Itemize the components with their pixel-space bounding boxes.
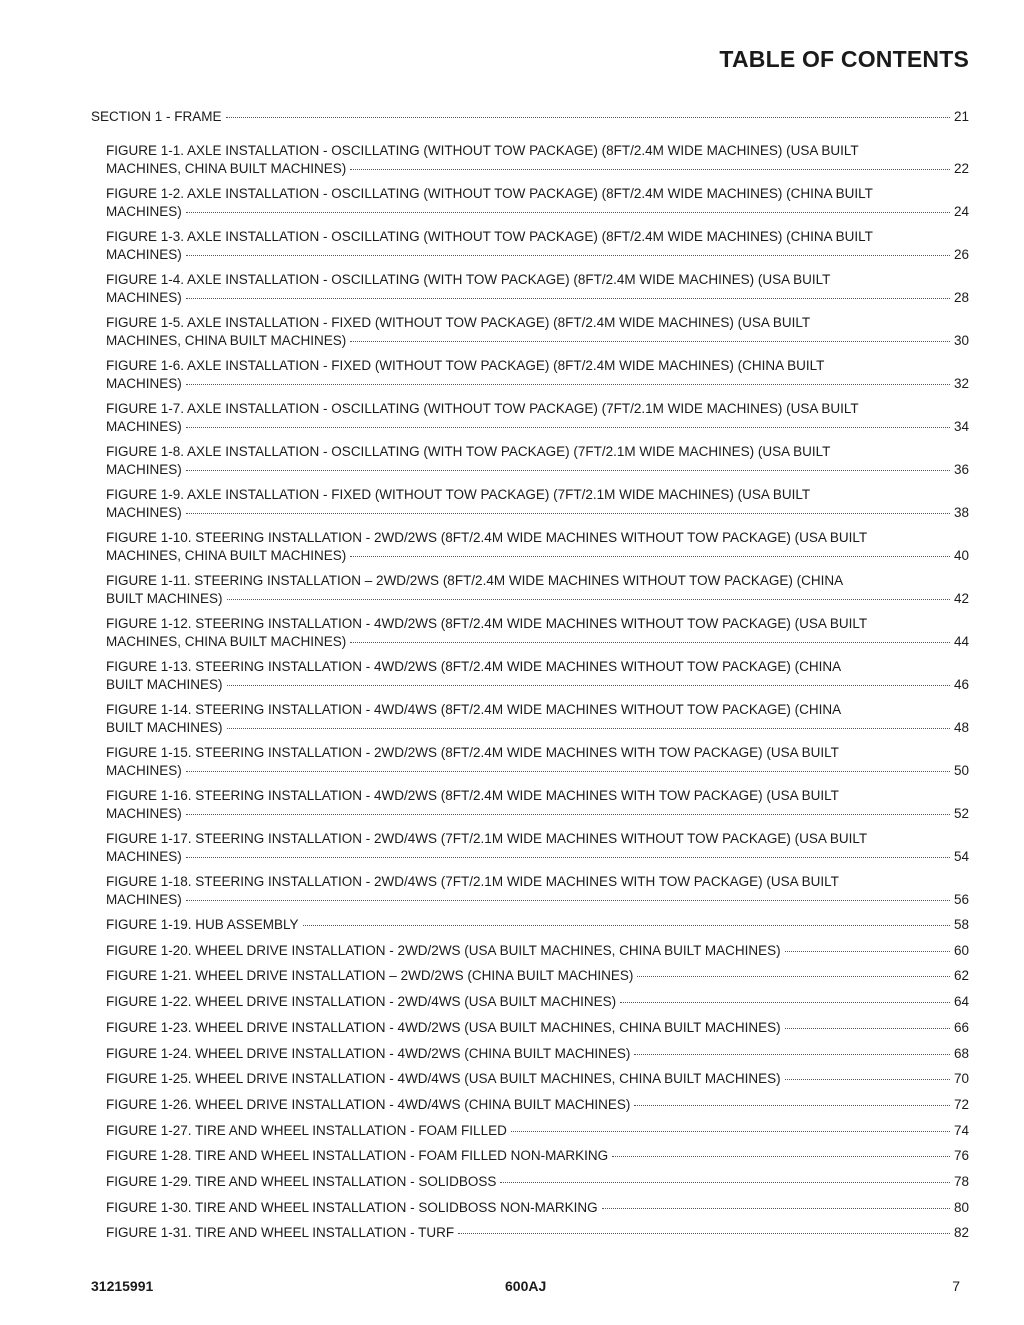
entry-page: 70 — [953, 1071, 969, 1087]
entry-title: MACHINES) — [106, 504, 182, 520]
leader-dots — [350, 169, 950, 170]
leader-dots — [186, 384, 950, 385]
entry-title: MACHINES) — [106, 848, 182, 864]
leader-dots — [303, 925, 950, 926]
leader-dots — [511, 1131, 950, 1132]
toc-entry[interactable] — [106, 1147, 969, 1165]
leader-dots — [186, 212, 950, 213]
toc-entry[interactable] — [106, 314, 969, 349]
toc-entry[interactable] — [106, 873, 969, 908]
entry-title: FIGURE 1-28. TIRE AND WHEEL INSTALLATION - FOAM FILLED NON-MARKING — [106, 1148, 609, 1164]
entry-title: FIGURE 1-19. HUB ASSEMBLY — [106, 917, 299, 932]
entry-page: 34 — [953, 418, 969, 434]
toc-entry[interactable] — [106, 967, 969, 985]
entry-title: BUILT MACHINES) — [106, 590, 223, 606]
toc-entry[interactable] — [106, 271, 969, 306]
entry-title: FIGURE 1-23. WHEEL DRIVE INSTALLATION - 4WD/2WS (USA BUILT MACHINES, CHINA BUILT MACHINES) — [106, 1019, 781, 1035]
entry-page: 78 — [953, 1174, 969, 1189]
entry-page: 22 — [953, 160, 969, 176]
entry-title-line: FIGURE 1-12. STEERING INSTALLATION - 4WD/2WS (8FT/2.4M WIDE MACHINES WITHOUT TOW PACKAGE) (USA BUILT — [106, 616, 868, 631]
entry-page: 82 — [953, 1225, 969, 1241]
leader-dots — [186, 298, 950, 299]
entry-page: 44 — [953, 633, 969, 649]
leader-dots — [458, 1233, 950, 1234]
toc-entry[interactable] — [106, 1019, 969, 1037]
entry-page: 24 — [953, 203, 969, 219]
entry-page: 40 — [953, 547, 969, 563]
entry-page: 26 — [953, 246, 969, 262]
entry-title: FIGURE 1-24. WHEEL DRIVE INSTALLATION - 4WD/2WS (CHINA BUILT MACHINES) — [106, 1045, 631, 1061]
entry-title-line: FIGURE 1-13. STEERING INSTALLATION - 4WD/2WS (8FT/2.4M WIDE MACHINES WITHOUT TOW PACKAGE) (CHINA — [106, 659, 842, 674]
toc-entry[interactable] — [106, 443, 969, 478]
entry-title: FIGURE 1-22. WHEEL DRIVE INSTALLATION - 2WD/4WS (USA BUILT MACHINES) — [106, 994, 617, 1010]
toc-entry[interactable] — [106, 701, 969, 736]
leader-dots — [186, 900, 950, 901]
entry-page: 66 — [953, 1019, 969, 1035]
entry-page: 50 — [953, 762, 969, 778]
toc-entry[interactable] — [106, 1199, 969, 1217]
leader-dots — [186, 470, 950, 471]
entry-title: MACHINES) — [106, 203, 182, 219]
leader-dots — [785, 951, 950, 952]
entry-title-line: FIGURE 1-1. AXLE INSTALLATION - OSCILLATING (WITHOUT TOW PACKAGE) (8FT/2.4M WIDE MACHINES) (USA BUILT — [106, 143, 859, 158]
page-title: TABLE OF CONTENTS — [719, 46, 969, 72]
entry-title: MACHINES) — [106, 805, 182, 821]
toc-entry[interactable] — [106, 916, 969, 934]
leader-dots — [620, 1002, 950, 1003]
toc-entry[interactable] — [106, 1224, 969, 1242]
leader-dots — [634, 1054, 950, 1055]
page-number: 7 — [952, 1278, 960, 1294]
entry-page: 42 — [953, 590, 969, 606]
toc-entry[interactable] — [106, 142, 969, 177]
section-page: 21 — [953, 109, 969, 124]
leader-dots — [227, 728, 950, 729]
entry-page: 62 — [953, 968, 969, 984]
leader-dots — [637, 976, 950, 977]
toc-entry[interactable] — [106, 529, 969, 564]
entry-title: FIGURE 1-27. TIRE AND WHEEL INSTALLATION - FOAM FILLED — [106, 1122, 507, 1138]
entry-title-line: FIGURE 1-2. AXLE INSTALLATION - OSCILLATING (WITHOUT TOW PACKAGE) (8FT/2.4M WIDE MACHINES) (CHINA BUILT — [106, 186, 873, 201]
toc-entry[interactable] — [106, 357, 969, 392]
entry-title-line: FIGURE 1-6. AXLE INSTALLATION - FIXED (WITHOUT TOW PACKAGE) (8FT/2.4M WIDE MACHINES) (CHINA BUILT — [106, 358, 825, 373]
entry-title-line: FIGURE 1-11. STEERING INSTALLATION – 2WD/2WS (8FT/2.4M WIDE MACHINES WITHOUT TOW PACKAGE) (CHINA — [106, 573, 844, 588]
entry-page: 68 — [953, 1045, 969, 1061]
entry-page: 38 — [953, 504, 969, 520]
leader-dots — [350, 642, 950, 643]
leader-dots — [186, 771, 950, 772]
entry-title: MACHINES, CHINA BUILT MACHINES) — [106, 332, 347, 348]
entry-title-line: FIGURE 1-9. AXLE INSTALLATION - FIXED (WITHOUT TOW PACKAGE) (7FT/2.1M WIDE MACHINES) (USA BUILT — [106, 487, 811, 502]
toc-entry[interactable] — [106, 1070, 969, 1088]
entry-title: FIGURE 1-20. WHEEL DRIVE INSTALLATION - 2WD/2WS (USA BUILT MACHINES, CHINA BUILT MACHINES) — [106, 942, 781, 958]
entry-page: 56 — [953, 891, 969, 907]
toc-entry[interactable] — [106, 1096, 969, 1114]
entry-title: MACHINES) — [106, 891, 182, 907]
entry-title: MACHINES, CHINA BUILT MACHINES) — [106, 160, 347, 176]
leader-dots — [785, 1079, 950, 1080]
leader-dots — [350, 341, 950, 342]
toc-entry[interactable] — [106, 744, 969, 779]
document-number: 31215991 — [91, 1278, 154, 1294]
leader-dots — [612, 1156, 950, 1157]
leader-dots — [350, 556, 950, 557]
entry-title: MACHINES) — [106, 246, 182, 262]
entry-title-line: FIGURE 1-10. STEERING INSTALLATION - 2WD/2WS (8FT/2.4M WIDE MACHINES WITHOUT TOW PACKAGE) (USA BUILT — [106, 530, 868, 545]
entry-title-line: FIGURE 1-14. STEERING INSTALLATION - 4WD/4WS (8FT/2.4M WIDE MACHINES WITHOUT TOW PACKAGE) (CHINA — [106, 702, 842, 717]
entry-title: MACHINES) — [106, 418, 182, 434]
entry-title: FIGURE 1-25. WHEEL DRIVE INSTALLATION - 4WD/4WS (USA BUILT MACHINES, CHINA BUILT MACHINES) — [106, 1071, 781, 1087]
entry-title: MACHINES) — [106, 762, 182, 778]
entry-title-line: FIGURE 1-18. STEERING INSTALLATION - 2WD/4WS (7FT/2.1M WIDE MACHINES WITH TOW PACKAGE) (USA BUILT — [106, 874, 839, 889]
entry-title: FIGURE 1-30. TIRE AND WHEEL INSTALLATION - SOLIDBOSS NON-MARKING — [106, 1199, 598, 1215]
entry-page: 76 — [953, 1148, 969, 1164]
entry-title: FIGURE 1-29. TIRE AND WHEEL INSTALLATION - SOLIDBOSS — [106, 1174, 497, 1189]
leader-dots — [226, 117, 950, 118]
toc-entry[interactable] — [106, 486, 969, 521]
entry-page: 32 — [953, 375, 969, 391]
entry-page: 52 — [953, 805, 969, 821]
section-label: SECTION 1 - FRAME — [91, 109, 222, 124]
entry-page: 48 — [953, 719, 969, 735]
leader-dots — [227, 599, 950, 600]
entry-page: 74 — [953, 1122, 969, 1138]
leader-dots — [227, 685, 950, 686]
entry-title: FIGURE 1-31. TIRE AND WHEEL INSTALLATION - TURF — [106, 1225, 455, 1241]
entry-title-line: FIGURE 1-5. AXLE INSTALLATION - FIXED (WITHOUT TOW PACKAGE) (8FT/2.4M WIDE MACHINES) (USA BUILT — [106, 315, 811, 330]
toc-entry[interactable] — [106, 1122, 969, 1140]
entry-title-line: FIGURE 1-16. STEERING INSTALLATION - 4WD/2WS (8FT/2.4M WIDE MACHINES WITH TOW PACKAGE) (USA BUILT — [106, 788, 839, 803]
entry-title: MACHINES) — [106, 289, 182, 305]
entry-title-line: FIGURE 1-17. STEERING INSTALLATION - 2WD/4WS (7FT/2.1M WIDE MACHINES WITHOUT TOW PACKAGE) (USA BUILT — [106, 831, 868, 846]
leader-dots — [186, 513, 950, 514]
toc-entry[interactable] — [106, 942, 969, 960]
entry-title: MACHINES) — [106, 461, 182, 477]
toc-entry[interactable] — [106, 1173, 969, 1191]
toc-entry[interactable] — [106, 572, 969, 607]
toc-entry[interactable] — [106, 1045, 969, 1063]
leader-dots — [634, 1105, 950, 1106]
leader-dots — [602, 1208, 950, 1209]
model-name: 600AJ — [505, 1278, 547, 1294]
entry-page: 28 — [953, 289, 969, 305]
leader-dots — [500, 1182, 950, 1183]
leader-dots — [186, 427, 950, 428]
entry-title: MACHINES, CHINA BUILT MACHINES) — [106, 633, 347, 649]
entry-title-line: FIGURE 1-8. AXLE INSTALLATION - OSCILLATING (WITH TOW PACKAGE) (7FT/2.1M WIDE MACHINES) (USA BUILT — [106, 444, 831, 459]
toc-entry[interactable] — [106, 830, 969, 865]
entry-title: BUILT MACHINES) — [106, 676, 223, 692]
entry-page: 72 — [953, 1096, 969, 1112]
entry-title: MACHINES) — [106, 375, 182, 391]
entry-title-line: FIGURE 1-15. STEERING INSTALLATION - 2WD/2WS (8FT/2.4M WIDE MACHINES WITH TOW PACKAGE) (USA BUILT — [106, 745, 839, 760]
entry-title: MACHINES, CHINA BUILT MACHINES) — [106, 547, 347, 563]
entry-title-line: FIGURE 1-4. AXLE INSTALLATION - OSCILLATING (WITH TOW PACKAGE) (8FT/2.4M WIDE MACHINES) (USA BUILT — [106, 272, 831, 287]
entry-page: 46 — [953, 676, 969, 692]
entry-page: 64 — [953, 994, 969, 1010]
toc-entry[interactable] — [106, 228, 969, 263]
leader-dots — [785, 1028, 950, 1029]
toc-entry[interactable] — [106, 993, 969, 1011]
entry-title-line: FIGURE 1-3. AXLE INSTALLATION - OSCILLATING (WITHOUT TOW PACKAGE) (8FT/2.4M WIDE MACHINES) (CHINA BUILT — [106, 229, 873, 244]
entry-title: FIGURE 1-21. WHEEL DRIVE INSTALLATION – 2WD/2WS (CHINA BUILT MACHINES) — [106, 968, 634, 984]
toc-entry[interactable] — [106, 185, 969, 220]
toc-section-frame[interactable] — [91, 108, 969, 126]
entry-page: 60 — [953, 942, 969, 958]
toc-entry[interactable] — [106, 615, 969, 650]
entry-page: 36 — [953, 461, 969, 477]
entry-page: 54 — [953, 848, 969, 864]
leader-dots — [186, 255, 950, 256]
entry-title: BUILT MACHINES) — [106, 719, 223, 735]
toc-entry[interactable] — [106, 787, 969, 822]
toc-entry[interactable] — [106, 400, 969, 435]
entry-page: 58 — [953, 917, 969, 932]
entry-title-line: FIGURE 1-7. AXLE INSTALLATION - OSCILLATING (WITHOUT TOW PACKAGE) (7FT/2.1M WIDE MACHINES) (USA BUILT — [106, 401, 859, 416]
leader-dots — [186, 814, 950, 815]
entry-title: FIGURE 1-26. WHEEL DRIVE INSTALLATION - 4WD/4WS (CHINA BUILT MACHINES) — [106, 1096, 631, 1112]
entry-page: 30 — [953, 332, 969, 348]
toc-entry[interactable] — [106, 658, 969, 693]
leader-dots — [186, 857, 950, 858]
entry-page: 80 — [953, 1199, 969, 1215]
